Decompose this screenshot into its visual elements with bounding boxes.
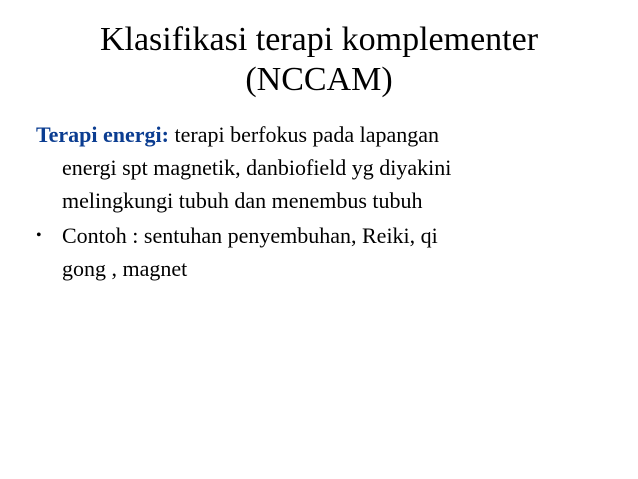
definition-line-3: melingkungi tubuh dan menembus tubuh [62, 188, 423, 213]
definition-line-2: energi spt magnetik, danbiofield yg diyakini [62, 155, 452, 180]
slide-title [40, 20, 598, 100]
example-line-1: Contoh : sentuhan penyembuhan, Reiki, qi [62, 223, 438, 248]
bullet-icon: • [36, 227, 42, 244]
term-label: Terapi energi: [36, 122, 169, 147]
title-line-2: (NCCAM) [245, 61, 393, 98]
example-bullet [36, 219, 616, 285]
example-line-2: gong , magnet [62, 256, 188, 281]
title-line-1: Klasifikasi terapi komplementer [99, 21, 539, 58]
definition-line-1: terapi berfokus pada lapangan [174, 122, 439, 147]
definition-paragraph [36, 118, 616, 217]
slide-body [36, 118, 616, 285]
